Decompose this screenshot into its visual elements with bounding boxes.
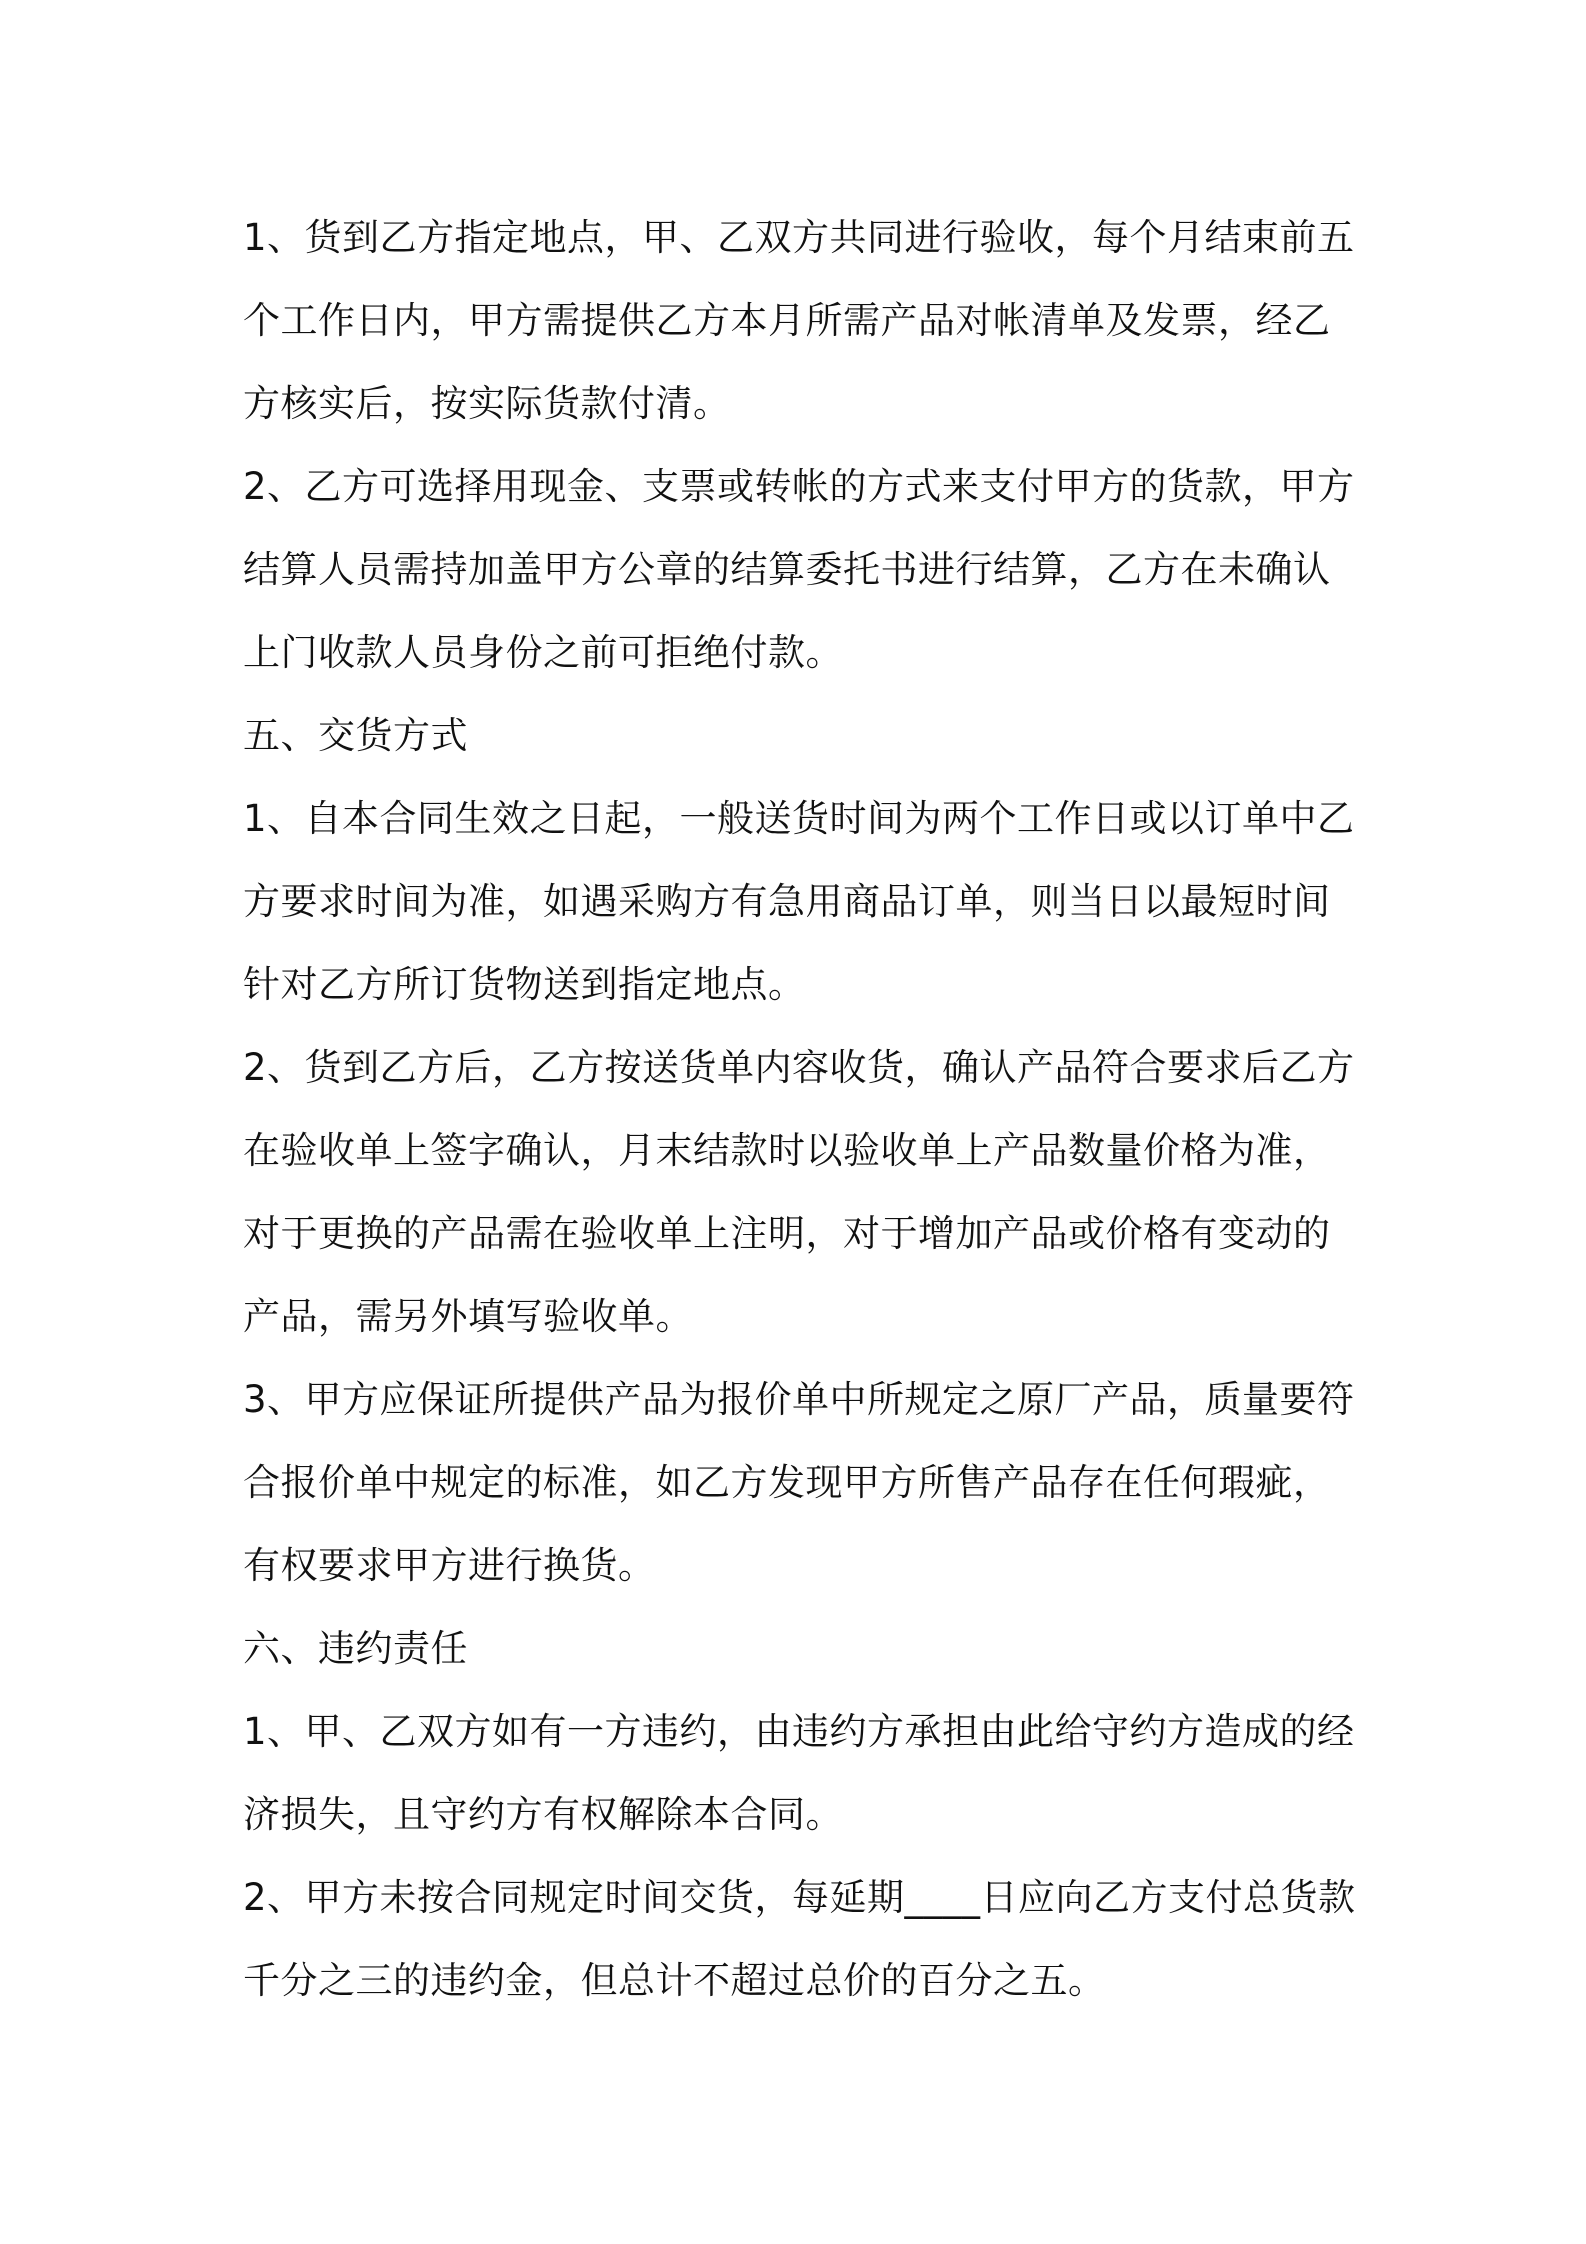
section-heading-liability: 六、违约责任 [243,1627,468,1670]
clause-delivery-3: 3、甲方应保证所提供产品为报价单中所规定之原厂产品，质量要符合报价单中规定的标准，如乙方发现甲方所售产品存在任何瑕疵，有权要求甲方进行换货。 [243,1378,1355,1587]
clause-delivery-1: 1、自本合同生效之日起，一般送货时间为两个工作日或以订单中乙方要求时间为准，如遇采购方有急用商品订单，则当日以最短时间针对乙方所订货物送到指定地点。 [243,797,1355,1006]
clause-liability-1: 1、甲、乙双方如有一方违约，由违约方承担由此给守约方造成的经济损失，且守约方有权解除本合同。 [243,1710,1355,1836]
clause-payment-2: 2、乙方可选择用现金、支票或转帐的方式来支付甲方的货款，甲方结算人员需持加盖甲方公章的结算委托书进行结算，乙方在未确认上门收款人员身份之前可拒绝付款。 [243,465,1355,674]
section-heading-delivery: 五、交货方式 [243,714,468,757]
clause-payment-1: 1、货到乙方指定地点，甲、乙双方共同进行验收，每个月结束前五个工作日内，甲方需提供乙方本月所需产品对帐清单及发票，经乙方核实后，按实际货款付清。 [243,216,1355,425]
document-body [243,196,1365,2022]
clause-delivery-2: 2、货到乙方后，乙方按送货单内容收货，确认产品符合要求后乙方在验收单上签字确认，月末结款时以验收单上产品数量价格为准，对于更换的产品需在验收单上注明，对于增加产品或价格有变动的产品，需另外填写验收单。 [243,1046,1355,1338]
clause-liability-2: 2、甲方未按合同规定时间交货，每延期____日应向乙方支付总货款千分之三的违约金，但总计不超过总价的百分之五。 [243,1876,1356,2002]
